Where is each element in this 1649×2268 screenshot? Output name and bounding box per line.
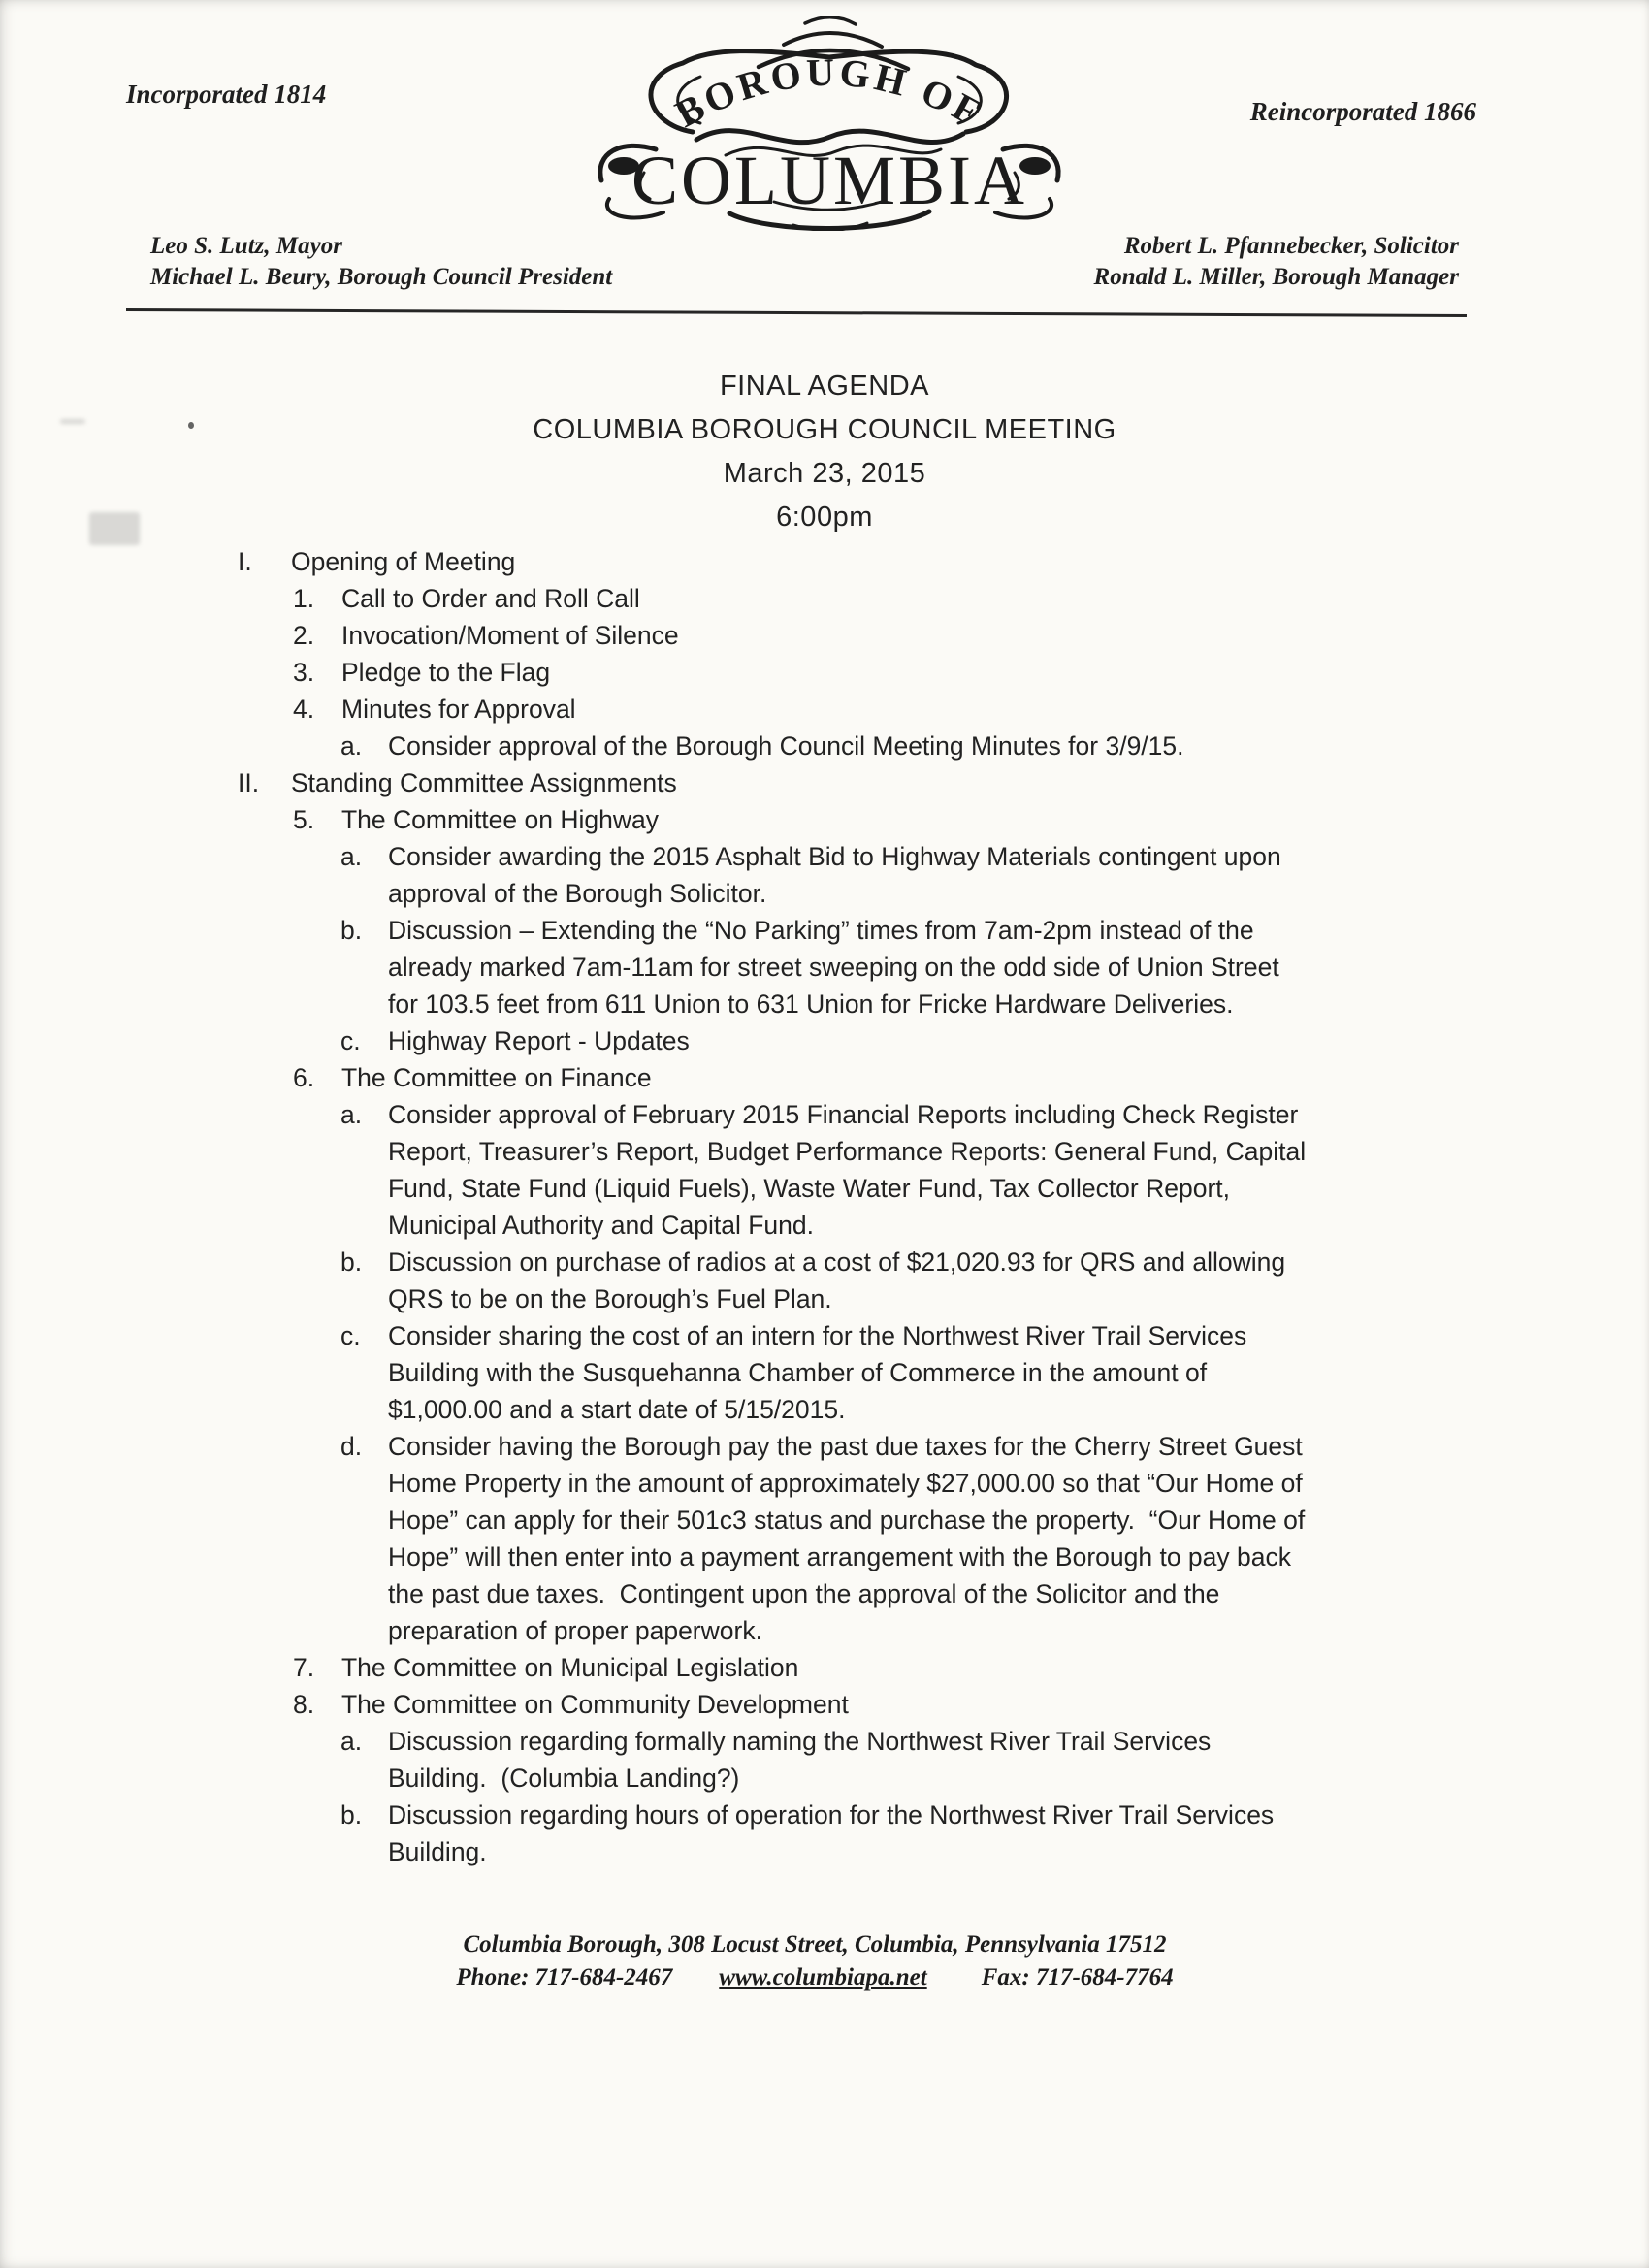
agenda-item-text xyxy=(341,1059,652,1096)
agenda-line: Fund, State Fund (Liquid Fuels), Waste Water Fund, Tax Collector Report, xyxy=(388,1174,1231,1203)
agenda-item xyxy=(238,728,1479,764)
scan-smudge xyxy=(60,419,85,424)
agenda-line: Building. xyxy=(388,1837,487,1866)
agenda-line: Consider having the Borough pay the past due taxes for the Cherry Street Guest xyxy=(388,1432,1303,1461)
agenda-item xyxy=(238,1022,1479,1059)
agenda-item-marker: a. xyxy=(340,1727,363,1756)
agenda-line: Standing Committee Assignments xyxy=(291,768,677,797)
agenda-item-text xyxy=(341,691,576,728)
agenda-item-marker: b. xyxy=(340,1247,363,1277)
agenda-line: Consider sharing the cost of an intern for the Northwest River Trail Services xyxy=(388,1321,1247,1350)
agenda-item-text xyxy=(388,1022,690,1059)
footer-contact-line xyxy=(0,1961,1630,1994)
logo-arc-text: BOROUGH OF xyxy=(667,49,991,136)
agenda-item xyxy=(238,1723,1479,1797)
agenda-item-marker: 1. xyxy=(293,584,315,613)
agenda-item xyxy=(238,617,1479,654)
agenda-line: Report, Treasurer’s Report, Budget Performance Reports: General Fund, Capital xyxy=(388,1137,1307,1166)
agenda-line: Hope” will then enter into a payment arrangement with the Borough to pay back xyxy=(388,1542,1291,1571)
borough-of-columbia-logo xyxy=(592,8,1067,231)
agenda-item xyxy=(238,1244,1479,1317)
official-borough-manager: Ronald L. Miller, Borough Manager xyxy=(1093,264,1459,290)
agenda-item-marker: 5. xyxy=(293,805,315,834)
agenda-item-marker: c. xyxy=(340,1321,361,1350)
agenda-item-marker: II. xyxy=(238,768,260,797)
agenda-item-text xyxy=(388,1723,1211,1797)
agenda-line: Highway Report - Updates xyxy=(388,1026,690,1055)
agenda-item-marker: 2. xyxy=(293,621,315,650)
agenda-item-text xyxy=(388,1096,1306,1244)
agenda-item xyxy=(238,801,1479,838)
agenda-item xyxy=(238,654,1479,691)
scan-speck xyxy=(188,422,194,429)
meeting-time: 6:00pm xyxy=(776,502,873,533)
agenda-item xyxy=(238,1059,1479,1096)
agenda-item xyxy=(238,912,1479,1022)
agenda-item-marker: a. xyxy=(340,842,363,871)
agenda-line: Call to Order and Roll Call xyxy=(341,584,640,613)
agenda-line: Pledge to the Flag xyxy=(341,658,551,687)
officials-right xyxy=(1094,231,1459,293)
agenda-item xyxy=(238,1797,1479,1870)
agenda-line: Consider approval of the Borough Council Meeting Minutes for 3/9/15. xyxy=(388,731,1184,761)
meeting-date: March 23, 2015 xyxy=(723,458,926,489)
agenda-item-text xyxy=(388,1797,1274,1870)
agenda-item xyxy=(238,1686,1479,1723)
agenda-line: Consider approval of February 2015 Financial Reports including Check Register xyxy=(388,1100,1299,1129)
agenda-title: FINAL AGENDA xyxy=(719,371,930,402)
agenda-item-marker: d. xyxy=(340,1432,363,1461)
agenda-item-marker: a. xyxy=(340,731,363,761)
agenda-item-text xyxy=(388,912,1279,1022)
agenda-line: $1,000.00 and a start date of 5/15/2015. xyxy=(388,1395,846,1424)
agenda-line: QRS to be on the Borough’s Fuel Plan. xyxy=(388,1284,832,1313)
agenda-line: already marked 7am-11am for street sweeping on the odd side of Union Street xyxy=(388,953,1279,982)
agenda-line: the past due taxes. Contingent upon the approval of the Solicitor and the xyxy=(388,1579,1220,1608)
agenda-item xyxy=(238,1649,1479,1686)
agenda-line: Discussion regarding formally naming the Northwest River Trail Services xyxy=(388,1727,1212,1756)
agenda-item xyxy=(238,580,1479,617)
svg-text:BOROUGH OF xyxy=(668,50,990,136)
agenda-list xyxy=(238,543,1479,1870)
agenda-item xyxy=(238,691,1479,728)
agenda-line: Discussion on purchase of radios at a cost of $21,020.93 for QRS and allowing xyxy=(388,1247,1286,1277)
footer-phone: Phone: 717-684-2467 xyxy=(456,1964,673,1991)
agenda-line: Building with the Susquehanna Chamber of Commerce in the amount of xyxy=(388,1358,1208,1387)
agenda-line: Municipal Authority and Capital Fund. xyxy=(388,1211,814,1240)
agenda-item-marker: I. xyxy=(238,547,252,576)
borough-seal-graphic xyxy=(592,8,1067,231)
agenda-line: Consider awarding the 2015 Asphalt Bid to Highway Materials contingent upon xyxy=(388,842,1281,871)
footer-fax: Fax: 717-684-7764 xyxy=(981,1964,1174,1991)
official-council-president: Michael L. Beury, Borough Council President xyxy=(150,264,613,290)
agenda-line: The Committee on Finance xyxy=(341,1063,652,1092)
reincorporated-date: Reincorporated 1866 xyxy=(1249,97,1476,126)
agenda-item xyxy=(238,838,1479,912)
agenda-line: Invocation/Moment of Silence xyxy=(341,621,679,650)
agenda-item-text xyxy=(388,1428,1305,1649)
incorporated-date: Incorporated 1814 xyxy=(126,80,327,109)
agenda-item-text xyxy=(388,728,1184,764)
agenda-item xyxy=(238,1317,1479,1428)
agenda-line: The Committee on Municipal Legislation xyxy=(341,1653,799,1682)
agenda-line: Discussion regarding hours of operation for the Northwest River Trail Services xyxy=(388,1800,1275,1830)
agenda-line: Building. (Columbia Landing?) xyxy=(388,1764,740,1793)
agenda-item-marker: b. xyxy=(340,916,363,945)
agenda-line: preparation of proper paperwork. xyxy=(388,1616,762,1645)
agenda-item-text xyxy=(341,617,679,654)
agenda-line: The Committee on Highway xyxy=(341,805,659,834)
agenda-line: Hope” can apply for their 501c3 status and purchase the property. “Our Home of xyxy=(388,1506,1306,1535)
agenda-line: Discussion – Extending the “No Parking” times from 7am-2pm instead of the xyxy=(388,916,1254,945)
footer-website: www.columbiapa.net xyxy=(719,1964,927,1991)
agenda-item-text xyxy=(341,580,640,617)
agenda-item-text xyxy=(341,1686,849,1723)
officials-left xyxy=(150,231,612,293)
agenda-line: Opening of Meeting xyxy=(291,547,516,576)
agenda-item-marker: 4. xyxy=(293,695,315,724)
agenda-item xyxy=(238,764,1479,801)
agenda-line: Minutes for Approval xyxy=(341,695,576,724)
agenda-item-text xyxy=(291,543,515,580)
agenda-item-marker: a. xyxy=(340,1100,363,1129)
agenda-item-text xyxy=(388,1317,1246,1428)
agenda-line: approval of the Borough Solicitor. xyxy=(388,879,767,908)
agenda-item-marker: 7. xyxy=(293,1653,315,1682)
agenda-item-marker: 6. xyxy=(293,1063,315,1092)
agenda-item-text xyxy=(291,764,677,801)
agenda-line: Home Property in the amount of approximately $27,000.00 so that “Our Home of xyxy=(388,1469,1303,1498)
header-divider-line xyxy=(126,308,1467,317)
agenda-line: The Committee on Community Development xyxy=(341,1690,849,1719)
agenda-item-text xyxy=(388,838,1281,912)
agenda-item-text xyxy=(388,1244,1285,1317)
agenda-item-text xyxy=(341,654,550,691)
official-mayor: Leo S. Lutz, Mayor xyxy=(150,233,342,259)
agenda-item-marker: 8. xyxy=(293,1690,315,1719)
agenda-item-marker: b. xyxy=(340,1800,363,1830)
agenda-item xyxy=(238,1428,1479,1649)
meeting-name: COLUMBIA BOROUGH COUNCIL MEETING xyxy=(533,414,1116,445)
scan-smudge xyxy=(89,512,140,545)
agenda-item-marker: 3. xyxy=(293,658,315,687)
title-block xyxy=(0,365,1649,539)
official-solicitor: Robert L. Pfannebecker, Solicitor xyxy=(1123,233,1459,259)
agenda-item xyxy=(238,543,1479,580)
agenda-line: for 103.5 feet from 611 Union to 631 Union for Fricke Hardware Deliveries. xyxy=(388,989,1234,1019)
footer xyxy=(0,1928,1630,1994)
agenda-item-text xyxy=(341,1649,798,1686)
agenda-item xyxy=(238,1096,1479,1244)
agenda-item-marker: c. xyxy=(340,1026,361,1055)
agenda-item-text xyxy=(341,801,659,838)
footer-address: Columbia Borough, 308 Locust Street, Columbia, Pennsylvania 17512 xyxy=(463,1931,1167,1958)
logo-main-text: COLUMBIA xyxy=(630,142,1028,219)
